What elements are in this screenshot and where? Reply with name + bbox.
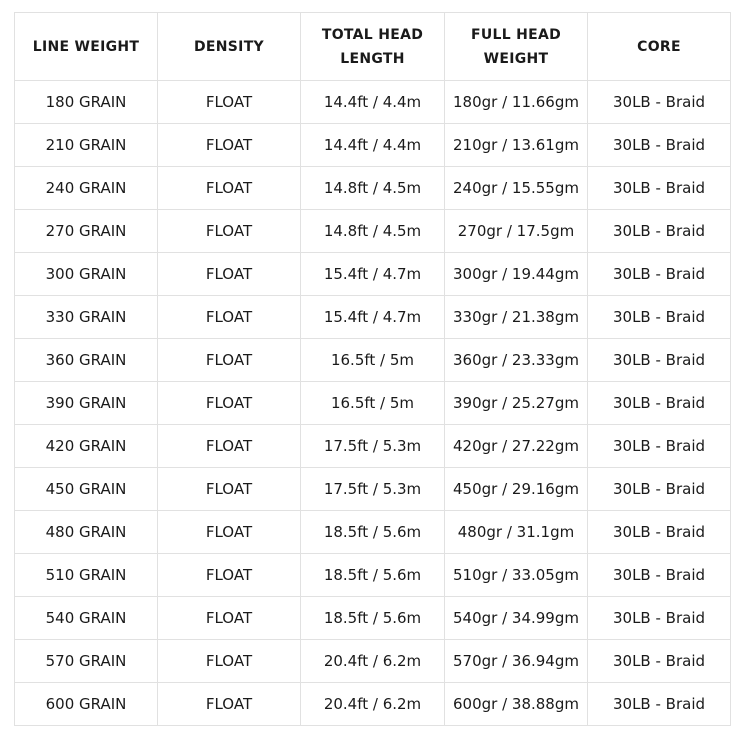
cell-total-head-length: 14.8ft / 4.5m — [301, 210, 445, 253]
spec-table-container — [14, 12, 731, 726]
cell-core: 30LB - Braid — [588, 597, 731, 640]
column-header-full-head-weight — [445, 13, 588, 81]
cell-total-head-length: 14.8ft / 4.5m — [301, 167, 445, 210]
cell-full-head-weight: 180gr / 11.66gm — [445, 81, 588, 124]
cell-total-head-length: 15.4ft / 4.7m — [301, 296, 445, 339]
cell-full-head-weight: 390gr / 25.27gm — [445, 382, 588, 425]
cell-core: 30LB - Braid — [588, 339, 731, 382]
column-header-line: DENSITY — [194, 38, 264, 55]
cell-full-head-weight: 480gr / 31.1gm — [445, 511, 588, 554]
cell-core: 30LB - Braid — [588, 124, 731, 167]
cell-total-head-length: 20.4ft / 6.2m — [301, 683, 445, 726]
column-header-line: TOTAL HEAD — [321, 26, 424, 43]
cell-total-head-length: 14.4ft / 4.4m — [301, 81, 445, 124]
table-row — [15, 81, 731, 124]
cell-density: FLOAT — [158, 210, 301, 253]
cell-total-head-length: 17.5ft / 5.3m — [301, 468, 445, 511]
cell-line-weight: 180 GRAIN — [15, 81, 158, 124]
cell-total-head-length: 20.4ft / 6.2m — [301, 640, 445, 683]
column-header-line-weight — [15, 13, 158, 81]
cell-core: 30LB - Braid — [588, 253, 731, 296]
cell-total-head-length: 18.5ft / 5.6m — [301, 511, 445, 554]
cell-density: FLOAT — [158, 425, 301, 468]
table-row — [15, 210, 731, 253]
table-row — [15, 167, 731, 210]
table-row — [15, 296, 731, 339]
cell-total-head-length: 18.5ft / 5.6m — [301, 554, 445, 597]
cell-density: FLOAT — [158, 296, 301, 339]
table-row — [15, 253, 731, 296]
cell-line-weight: 390 GRAIN — [15, 382, 158, 425]
table-row — [15, 640, 731, 683]
cell-full-head-weight: 270gr / 17.5gm — [445, 210, 588, 253]
cell-density: FLOAT — [158, 597, 301, 640]
cell-density: FLOAT — [158, 81, 301, 124]
cell-density: FLOAT — [158, 554, 301, 597]
cell-full-head-weight: 210gr / 13.61gm — [445, 124, 588, 167]
cell-total-head-length: 14.4ft / 4.4m — [301, 124, 445, 167]
cell-line-weight: 300 GRAIN — [15, 253, 158, 296]
cell-full-head-weight: 240gr / 15.55gm — [445, 167, 588, 210]
cell-full-head-weight: 540gr / 34.99gm — [445, 597, 588, 640]
table-row — [15, 468, 731, 511]
cell-line-weight: 540 GRAIN — [15, 597, 158, 640]
cell-core: 30LB - Braid — [588, 382, 731, 425]
cell-total-head-length: 16.5ft / 5m — [301, 382, 445, 425]
cell-total-head-length: 16.5ft / 5m — [301, 339, 445, 382]
cell-density: FLOAT — [158, 468, 301, 511]
cell-full-head-weight: 330gr / 21.38gm — [445, 296, 588, 339]
cell-density: FLOAT — [158, 511, 301, 554]
cell-density: FLOAT — [158, 339, 301, 382]
cell-full-head-weight: 600gr / 38.88gm — [445, 683, 588, 726]
cell-total-head-length: 15.4ft / 4.7m — [301, 253, 445, 296]
cell-density: FLOAT — [158, 124, 301, 167]
column-header-line: WEIGHT — [483, 50, 549, 67]
cell-line-weight: 360 GRAIN — [15, 339, 158, 382]
column-header-line: FULL HEAD — [470, 26, 562, 43]
column-header-core — [588, 13, 731, 81]
cell-full-head-weight: 360gr / 23.33gm — [445, 339, 588, 382]
column-header-line: LINE WEIGHT — [32, 38, 140, 55]
cell-core: 30LB - Braid — [588, 81, 731, 124]
table-row — [15, 382, 731, 425]
cell-total-head-length: 18.5ft / 5.6m — [301, 597, 445, 640]
cell-full-head-weight: 420gr / 27.22gm — [445, 425, 588, 468]
cell-density: FLOAT — [158, 253, 301, 296]
table-body — [15, 81, 731, 726]
table-row — [15, 511, 731, 554]
table-row — [15, 683, 731, 726]
cell-line-weight: 480 GRAIN — [15, 511, 158, 554]
column-header-line: CORE — [637, 38, 681, 55]
cell-core: 30LB - Braid — [588, 554, 731, 597]
cell-line-weight: 510 GRAIN — [15, 554, 158, 597]
column-header-line: LENGTH — [340, 50, 405, 67]
cell-line-weight: 270 GRAIN — [15, 210, 158, 253]
cell-density: FLOAT — [158, 382, 301, 425]
cell-core: 30LB - Braid — [588, 468, 731, 511]
cell-line-weight: 240 GRAIN — [15, 167, 158, 210]
table-row — [15, 339, 731, 382]
cell-core: 30LB - Braid — [588, 425, 731, 468]
line-spec-table — [14, 12, 731, 726]
cell-density: FLOAT — [158, 167, 301, 210]
cell-full-head-weight: 300gr / 19.44gm — [445, 253, 588, 296]
table-row — [15, 124, 731, 167]
cell-line-weight: 420 GRAIN — [15, 425, 158, 468]
cell-full-head-weight: 450gr / 29.16gm — [445, 468, 588, 511]
cell-density: FLOAT — [158, 640, 301, 683]
cell-full-head-weight: 570gr / 36.94gm — [445, 640, 588, 683]
cell-total-head-length: 17.5ft / 5.3m — [301, 425, 445, 468]
cell-core: 30LB - Braid — [588, 296, 731, 339]
cell-core: 30LB - Braid — [588, 511, 731, 554]
table-header — [15, 13, 731, 81]
cell-core: 30LB - Braid — [588, 210, 731, 253]
column-header-total-head-length — [301, 13, 445, 81]
column-header-density — [158, 13, 301, 81]
cell-full-head-weight: 510gr / 33.05gm — [445, 554, 588, 597]
cell-density: FLOAT — [158, 683, 301, 726]
cell-core: 30LB - Braid — [588, 683, 731, 726]
cell-line-weight: 450 GRAIN — [15, 468, 158, 511]
header-row — [15, 13, 731, 81]
cell-core: 30LB - Braid — [588, 167, 731, 210]
cell-line-weight: 210 GRAIN — [15, 124, 158, 167]
table-row — [15, 597, 731, 640]
table-row — [15, 554, 731, 597]
cell-line-weight: 600 GRAIN — [15, 683, 158, 726]
table-row — [15, 425, 731, 468]
cell-core: 30LB - Braid — [588, 640, 731, 683]
cell-line-weight: 570 GRAIN — [15, 640, 158, 683]
cell-line-weight: 330 GRAIN — [15, 296, 158, 339]
